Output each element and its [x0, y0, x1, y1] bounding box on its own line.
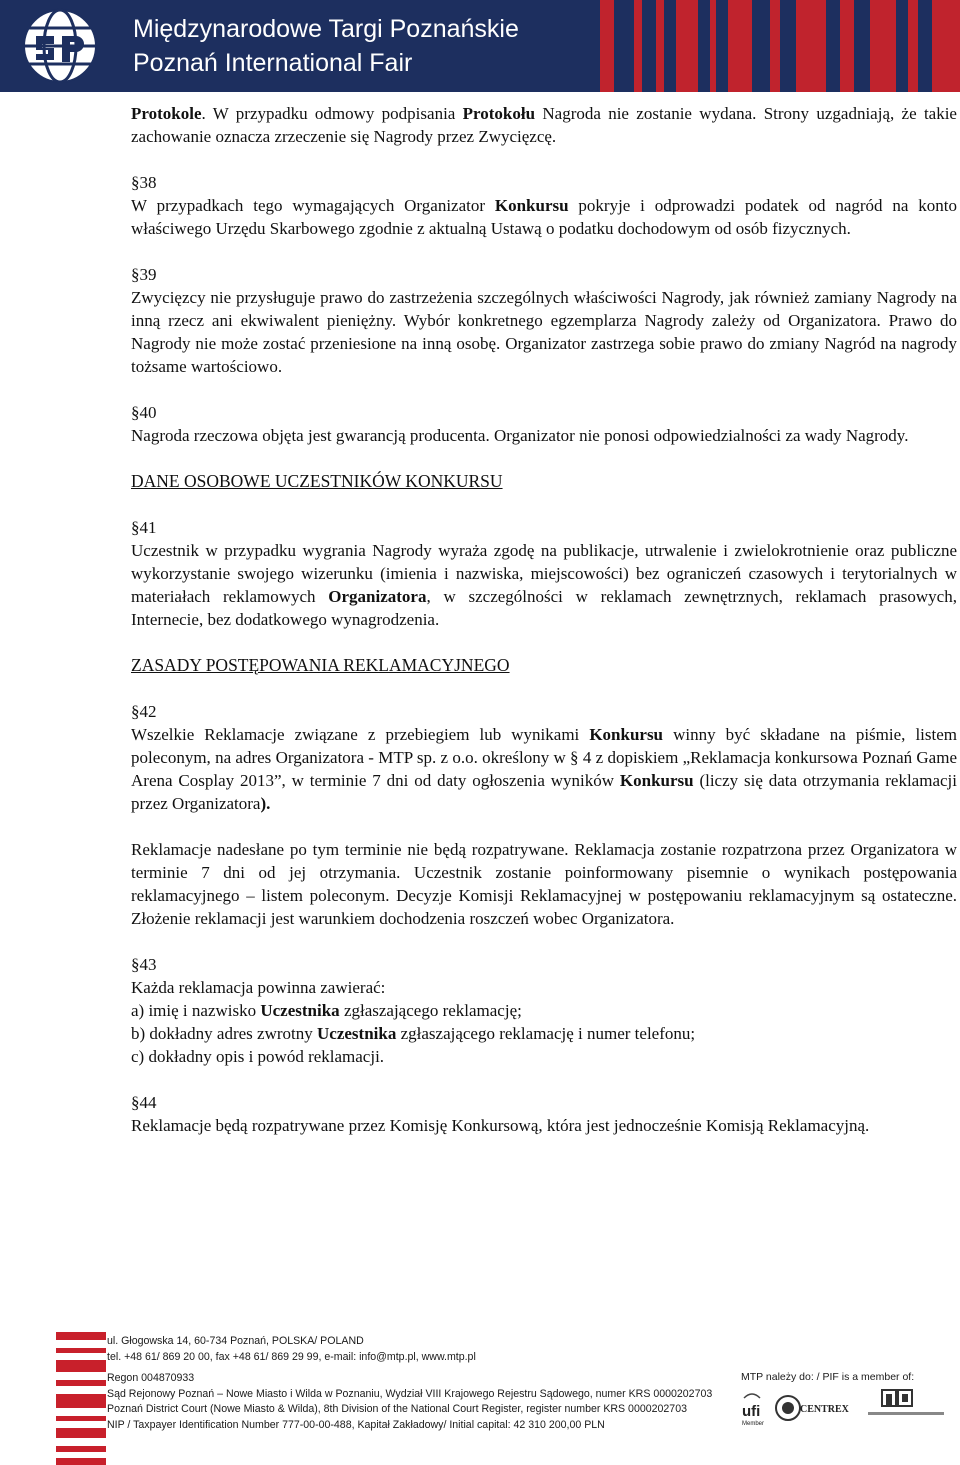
section-41-number: §41 — [131, 518, 157, 537]
section-40-text: Nagroda rzeczowa objęta jest gwarancją producenta. Organizator nie ponosi odpowiedzialności za wady Nagrody. — [131, 426, 909, 445]
member-label: MTP należy do: / PIF is a member of: — [741, 1371, 915, 1383]
section-43-item-b: b) dokładny adres zwrotny Uczestnika zgłaszającego reklamację i numer telefonu; — [131, 1024, 696, 1043]
section-43-item-c: c) dokładny opis i powód reklamacji. — [131, 1047, 385, 1066]
section-44-text: Reklamacje będą rozpatrywane przez Komisję Konkursową, która jest jednocześnie Komisją Reklamacyjną. — [131, 1116, 870, 1135]
section-42-text-2: Reklamacje nadesłane po tym terminie nie będą rozpatrywane. Reklamacja zostanie rozpatrzona przez Organizatora w terminie 7 dni od jej otrzymania. Uczestnik zostanie poinformowany pisemnie o wynikach postępowania reklamacyjnego – listem poleconym. Decyzje Komisji Reklamacyjnej w postępowaniu reklamacyjnym są ostateczne. Złożenie reklamacji jest warunkiem dochodzenia roszczeń wobec Organizatora. — [131, 840, 957, 928]
svg-text:ufi: ufi — [742, 1403, 761, 1420]
section-43-intro: Każda reklamacja powinna zawierać: — [131, 978, 386, 997]
header-title-en: Poznań International Fair — [133, 49, 413, 77]
centrex-logo-icon — [776, 1396, 850, 1420]
section-39-number: §39 — [131, 265, 157, 284]
footer-regon: Regon 004870933 — [107, 1372, 195, 1384]
section-43-number: §43 — [131, 955, 157, 974]
section-39-text: Zwycięzcy nie przysługuje prawo do zastrzeżenia szczególnych właściwości Nagrody, jak również zamiany Nagrody na inną rzecz ani ekwiwalent pieniężny. Wybór konkretnego egzemplarza Nagrody zależy od Organizatora. Prawo do Nagrody nie może zostać przeniesione na inną osobę. Organizator zastrzega sobie prawo do zmiany Nagród na nagrody tożsame wartościowo. — [131, 288, 957, 376]
pipt-logo-icon — [868, 1390, 944, 1415]
page-header — [0, 0, 960, 92]
section-41-text: Uczestnik w przypadku wygrania Nagrody wyraża zgodę na publikacje, utrwalenie i zwielokrotnienie oraz publiczne wykorzystanie swojego wizerunku (imienia i nazwiska, miejscowości) bez ograniczeń czasowych i terytorialnych w materiałach reklamowych Organizatora, w szczególności w reklamach zewnętrznych, reklamach prasowych, Internecie, bez dodatkowego wynagrodzenia. — [131, 541, 957, 629]
footer-contact: tel. +48 61/ 869 20 00, fax +48 61/ 869 29 99, e-mail: info@mtp.pl, www.mtp.pl — [107, 1350, 476, 1363]
section-40-number: §40 — [131, 403, 157, 422]
section-38-text: W przypadkach tego wymagających Organizator Konkursu pokryje i odprowadzi podatek od nagród na konto właściwego Urzędu Skarbowego zgodnie z aktualną Ustawą o podatku dochodowym od osób fizycznych. — [131, 196, 957, 238]
section-42-text: Wszelkie Reklamacje związane z przebiegiem lub wynikami Konkursu winny być składane na piśmie, listem poleconym, na adres Organizatora - MTP sp. z o.o. określony w § 4 z dopiskiem „Reklamacja konkursowa Poznań Game Arena Cosplay 2013”, w terminie 7 dni od daty ogłoszenia wyników Konkursu (liczy się data otrzymania reklamacji przez Organizatora). — [131, 725, 957, 813]
mtp-globe-logo-icon — [20, 6, 100, 86]
footer-address: ul. Głogowska 14, 60-734 Poznań, POLSKA/ POLAND — [107, 1335, 364, 1347]
header-title-pl: Międzynarodowe Targi Poznańskie — [133, 15, 519, 43]
section-38-number: §38 — [131, 173, 157, 192]
header-stripes — [600, 0, 960, 92]
footer-company-info — [107, 1334, 727, 1433]
heading-dane-osobowe: DANE OSOBOWE UCZESTNIKÓW KONKURSU — [131, 471, 503, 491]
footer-nip: NIP / Taxpayer Identification Number 777-00-00-488, Kapitał Zakładowy/ Initial capital: 42 310 200,00 PLN — [107, 1418, 605, 1431]
member-logos — [740, 1388, 950, 1428]
footer-stripes — [56, 1332, 106, 1465]
section-43-item-a: a) imię i nazwisko Uczestnika zgłaszającego reklamację; — [131, 1001, 522, 1020]
footer-court-pl: Sąd Rejonowy Poznań – Nowe Miasto i Wilda w Poznaniu, Wydział VIII Krajowego Rejestru Sądowego, numer KRS 0000202703 — [107, 1387, 713, 1400]
footer-court-en: Poznań District Court (Nowe Miasto & Wilda), 8th Division of the National Court Register, register number KRS 0000202703 — [107, 1403, 687, 1415]
section-42-number: §42 — [131, 702, 157, 721]
svg-text:Member: Member — [742, 1421, 765, 1427]
ufi-member-logo-icon — [742, 1394, 764, 1427]
section-44-number: §44 — [131, 1093, 157, 1112]
intro-paragraph: Protokole. W przypadku odmowy podpisania Protokołu Nagroda nie zostanie wydana. Strony uzgadniają, że takie zachowanie oznacza zrzeczenie się Nagrody przez Zwycięzcę. — [131, 104, 957, 146]
svg-text:CENTREX: CENTREX — [800, 1404, 849, 1415]
heading-zasady-reklamacyjne: ZASADY POSTĘPOWANIA REKLAMACYJNEGO — [131, 655, 510, 675]
regulations-body — [131, 102, 957, 1137]
